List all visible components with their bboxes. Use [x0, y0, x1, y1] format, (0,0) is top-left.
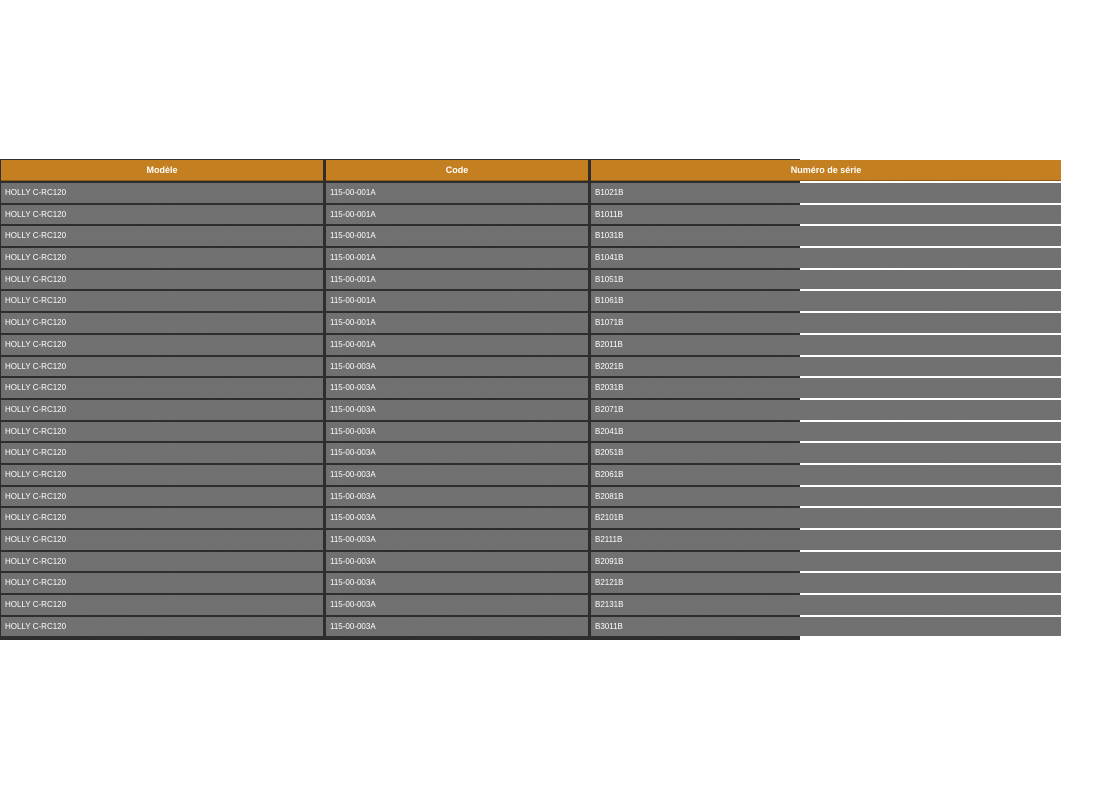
cell-model: HOLLY C-RC120	[1, 617, 323, 637]
cell-code: 115-00-001A	[326, 183, 588, 203]
cell-model: HOLLY C-RC120	[1, 443, 323, 463]
cell-serial-number: B2111B	[591, 530, 1061, 550]
table-grid	[0, 159, 1101, 638]
cell-model: HOLLY C-RC120	[1, 335, 323, 355]
cell-model: HOLLY C-RC120	[1, 226, 323, 246]
cell-code: 115-00-001A	[326, 248, 588, 268]
cell-model: HOLLY C-RC120	[1, 270, 323, 290]
cell-serial-number: B2051B	[591, 443, 1061, 463]
cell-model: HOLLY C-RC120	[1, 313, 323, 333]
cell-code: 115-00-003A	[326, 552, 588, 572]
cell-model: HOLLY C-RC120	[1, 378, 323, 398]
cell-serial-number: B2061B	[591, 465, 1061, 485]
cell-model: HOLLY C-RC120	[1, 508, 323, 528]
cell-serial-number: B2041B	[591, 422, 1061, 442]
cell-model: HOLLY C-RC120	[1, 487, 323, 507]
cell-model: HOLLY C-RC120	[1, 530, 323, 550]
header-code[interactable]: Code	[326, 160, 588, 181]
cell-serial-number: B1041B	[591, 248, 1061, 268]
cell-code: 115-00-001A	[326, 291, 588, 311]
cell-code: 115-00-003A	[326, 508, 588, 528]
cell-serial-number: B2011B	[591, 335, 1061, 355]
cell-serial-number: B2091B	[591, 552, 1061, 572]
cell-serial-number: B1071B	[591, 313, 1061, 333]
cell-code: 115-00-003A	[326, 487, 588, 507]
cell-serial-number: B2101B	[591, 508, 1061, 528]
cell-model: HOLLY C-RC120	[1, 422, 323, 442]
cell-serial-number: B2031B	[591, 378, 1061, 398]
cell-code: 115-00-003A	[326, 357, 588, 377]
cell-code: 115-00-003A	[326, 400, 588, 420]
cell-code: 115-00-001A	[326, 205, 588, 225]
header-serial-number[interactable]: Numéro de série	[591, 160, 1061, 181]
cell-model: HOLLY C-RC120	[1, 552, 323, 572]
cell-model: HOLLY C-RC120	[1, 400, 323, 420]
cell-code: 115-00-003A	[326, 378, 588, 398]
cell-code: 115-00-003A	[326, 465, 588, 485]
cell-serial-number: B2131B	[591, 595, 1061, 615]
cell-serial-number: B1061B	[591, 291, 1061, 311]
cell-code: 115-00-003A	[326, 573, 588, 593]
cell-serial-number: B1021B	[591, 183, 1061, 203]
cell-serial-number: B1031B	[591, 226, 1061, 246]
cell-code: 115-00-003A	[326, 530, 588, 550]
cell-code: 115-00-001A	[326, 313, 588, 333]
cell-code: 115-00-001A	[326, 226, 588, 246]
cell-code: 115-00-003A	[326, 443, 588, 463]
header-model[interactable]: Modèle	[1, 160, 323, 181]
cell-model: HOLLY C-RC120	[1, 291, 323, 311]
cell-model: HOLLY C-RC120	[1, 248, 323, 268]
cell-serial-number: B1051B	[591, 270, 1061, 290]
cell-model: HOLLY C-RC120	[1, 595, 323, 615]
cell-serial-number: B2021B	[591, 357, 1061, 377]
cell-code: 115-00-003A	[326, 422, 588, 442]
cell-serial-number: B1011B	[591, 205, 1061, 225]
cell-serial-number: B2071B	[591, 400, 1061, 420]
cell-serial-number: B2121B	[591, 573, 1061, 593]
cell-code: 115-00-003A	[326, 617, 588, 637]
cell-serial-number: B2081B	[591, 487, 1061, 507]
cell-model: HOLLY C-RC120	[1, 183, 323, 203]
cell-code: 115-00-003A	[326, 595, 588, 615]
serial-number-table	[0, 159, 862, 640]
cell-code: 115-00-001A	[326, 270, 588, 290]
cell-model: HOLLY C-RC120	[1, 357, 323, 377]
cell-model: HOLLY C-RC120	[1, 465, 323, 485]
cell-model: HOLLY C-RC120	[1, 573, 323, 593]
cell-code: 115-00-001A	[326, 335, 588, 355]
cell-model: HOLLY C-RC120	[1, 205, 323, 225]
cell-serial-number: B3011B	[591, 617, 1061, 637]
